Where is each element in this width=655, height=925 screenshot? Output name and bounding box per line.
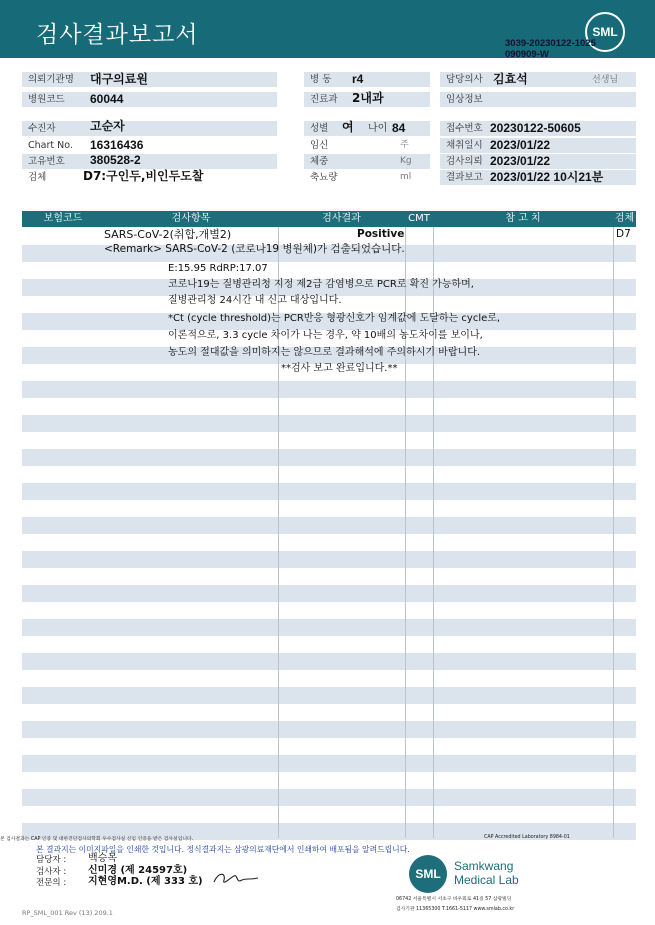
table-stripe bbox=[22, 755, 636, 772]
table-stripe bbox=[22, 585, 636, 602]
manager-label: 담당자 : bbox=[36, 855, 67, 865]
comment-line: 농도의 절대값을 의미하지는 않으므로 결과해석에 주의하시기 바랍니다. bbox=[168, 347, 481, 358]
dept-label: 진료과 bbox=[304, 92, 430, 107]
collected-value: 2023/01/22 bbox=[490, 138, 551, 152]
patient-value: 고순자 bbox=[90, 119, 125, 133]
specialist-label: 전문의 : bbox=[36, 878, 67, 888]
form-code: RP_SML_001 Rev (13) 209.1 bbox=[22, 909, 113, 917]
clinical-info-label: 임상정보 bbox=[440, 92, 636, 107]
test-result: Positive bbox=[357, 228, 405, 240]
col-test-result: 검사결과 bbox=[322, 213, 361, 224]
id-value: 380528-2 bbox=[90, 153, 141, 167]
lab-contact: 검사기관 11365300 T.1661-5117 www.smlab.co.kr bbox=[396, 907, 515, 912]
ward-label: 병 동 bbox=[304, 72, 430, 87]
hospital-code-label: 병원코드 bbox=[22, 92, 277, 107]
id-label: 고유번호 bbox=[22, 154, 277, 169]
sex-label: 성별 bbox=[304, 121, 430, 136]
manager-value: 백승목 bbox=[88, 853, 117, 864]
sex-value: 여 bbox=[342, 120, 354, 134]
institution-label: 의뢰기관명 bbox=[22, 72, 277, 87]
chart-value: 16316436 bbox=[90, 138, 144, 152]
table-stripe bbox=[22, 789, 636, 806]
institution-value: 대구의료원 bbox=[90, 72, 148, 86]
table-stripe bbox=[22, 381, 636, 398]
table-stripe bbox=[22, 551, 636, 568]
specialist-value: 지현영M.D. (제 333 호) bbox=[88, 876, 203, 887]
column-divider bbox=[613, 227, 614, 838]
specimen-label: 검체 bbox=[28, 172, 47, 183]
table-stripe bbox=[22, 449, 636, 466]
col-specimen: 검체 bbox=[614, 213, 635, 224]
requested-value: 2023/01/22 bbox=[490, 154, 551, 168]
ward-value: r4 bbox=[352, 72, 364, 86]
report-complete-note: **검사 보고 완료입니다.** bbox=[281, 363, 398, 374]
document-number-line-1: 3039-20230122-1025 bbox=[505, 38, 596, 49]
reported-label: 결과보고 bbox=[440, 170, 636, 185]
table-stripe bbox=[22, 653, 636, 670]
pregnancy-label: 임신 bbox=[310, 140, 329, 151]
comment-line: 코로나19는 질병관리청 지정 제2급 감염병으로 PCR로 확진 가능하며, bbox=[168, 279, 474, 290]
notice-text: 본 결과지는 이미지파일을 인쇄한 것입니다. 정식결과지는 삼광의료재단에서 인쇄하여 배포됨을 알려드립니다. bbox=[36, 845, 410, 854]
table-stripe bbox=[22, 483, 636, 500]
table-stripe bbox=[22, 721, 636, 738]
reported-value: 2023/01/22 10시21분 bbox=[490, 170, 604, 184]
requested-label: 검사의뢰 bbox=[440, 154, 636, 169]
collected-label: 채취일시 bbox=[440, 138, 636, 153]
table-stripe bbox=[22, 517, 636, 534]
table-stripe bbox=[22, 619, 636, 636]
receipt-label: 접수번호 bbox=[440, 121, 636, 136]
pregnancy-unit: 주 bbox=[400, 140, 409, 150]
remark-line: <Remark> SARS-CoV-2 (코로나19 병원체)가 검출되었습니다. bbox=[104, 243, 405, 255]
doctor-value: 김효석 bbox=[493, 72, 528, 86]
specimen-value: D7:구인두,비인두도찰 bbox=[83, 169, 204, 183]
report-title: 검사결과보고서 bbox=[36, 22, 199, 48]
comment-line: 이론적으로, 3.3 cycle 차이가 나는 경우, 약 10배의 농도차이를 보이나, bbox=[168, 330, 483, 341]
age-value: 84 bbox=[392, 121, 406, 135]
table-stripe bbox=[22, 415, 636, 432]
lab-name-line-1: Samkwang bbox=[454, 859, 514, 873]
examiner-value: 신미경 (제 24597호) bbox=[88, 865, 188, 876]
col-test-item: 검사항목 bbox=[171, 213, 211, 224]
lab-name-line-2: Medical Lab bbox=[454, 873, 519, 887]
comment-line: 질병관리청 24시간 내 신고 대상입니다. bbox=[168, 295, 342, 306]
examiner-label: 검사자 : bbox=[36, 867, 67, 877]
sml-logo-icon: SML bbox=[585, 12, 625, 52]
test-specimen: D7 bbox=[616, 228, 631, 240]
doctor-suffix: 선생님 bbox=[592, 75, 619, 85]
lab-address: 06742 서울특별시 서초구 바우뫼로 41길 57 삼광빌딩 bbox=[396, 897, 512, 902]
chart-label: Chart No. bbox=[28, 140, 73, 151]
patient-label: 수진자 bbox=[22, 121, 277, 136]
ct-values-line: E:15.95 RdRP:17.07 bbox=[168, 263, 268, 274]
weight-unit: Kg bbox=[400, 156, 412, 166]
lab-logo-icon: SML bbox=[409, 855, 447, 893]
document-number bbox=[505, 38, 596, 60]
document-number-line-2: 090909-W bbox=[505, 49, 549, 60]
fine-print-right: CAP Accredited Laboratory 8984-01 bbox=[484, 835, 570, 840]
comment-line: *Ct (cycle threshold)는 PCR반응 형광신호가 임계값에 도달하는 cycle로, bbox=[168, 313, 501, 324]
signature-icon bbox=[212, 868, 260, 888]
dept-value: 2내과 bbox=[352, 91, 384, 105]
age-label: 나이 bbox=[368, 123, 388, 134]
doctor-label: 담당의사 bbox=[440, 72, 636, 87]
col-cmt: CMT bbox=[408, 213, 430, 224]
urine-unit: ml bbox=[400, 172, 412, 182]
weight-label: 체중 bbox=[304, 154, 430, 169]
fine-print-left: 본 검사결과는 CAP 인증 및 대한진단검사의학회 우수검사실 신임 인증을 받은 검사실입니다. bbox=[0, 837, 194, 842]
col-insurance-code: 보험코드 bbox=[43, 213, 83, 224]
receipt-value: 20230122-50605 bbox=[490, 121, 581, 135]
hospital-code-value: 60044 bbox=[90, 92, 124, 106]
col-reference: 참 고 치 bbox=[505, 213, 541, 224]
table-stripe bbox=[22, 687, 636, 704]
test-name: SARS-CoV-2(취합,개별2) bbox=[104, 228, 232, 241]
urine-label: 축뇨량 bbox=[310, 172, 338, 183]
